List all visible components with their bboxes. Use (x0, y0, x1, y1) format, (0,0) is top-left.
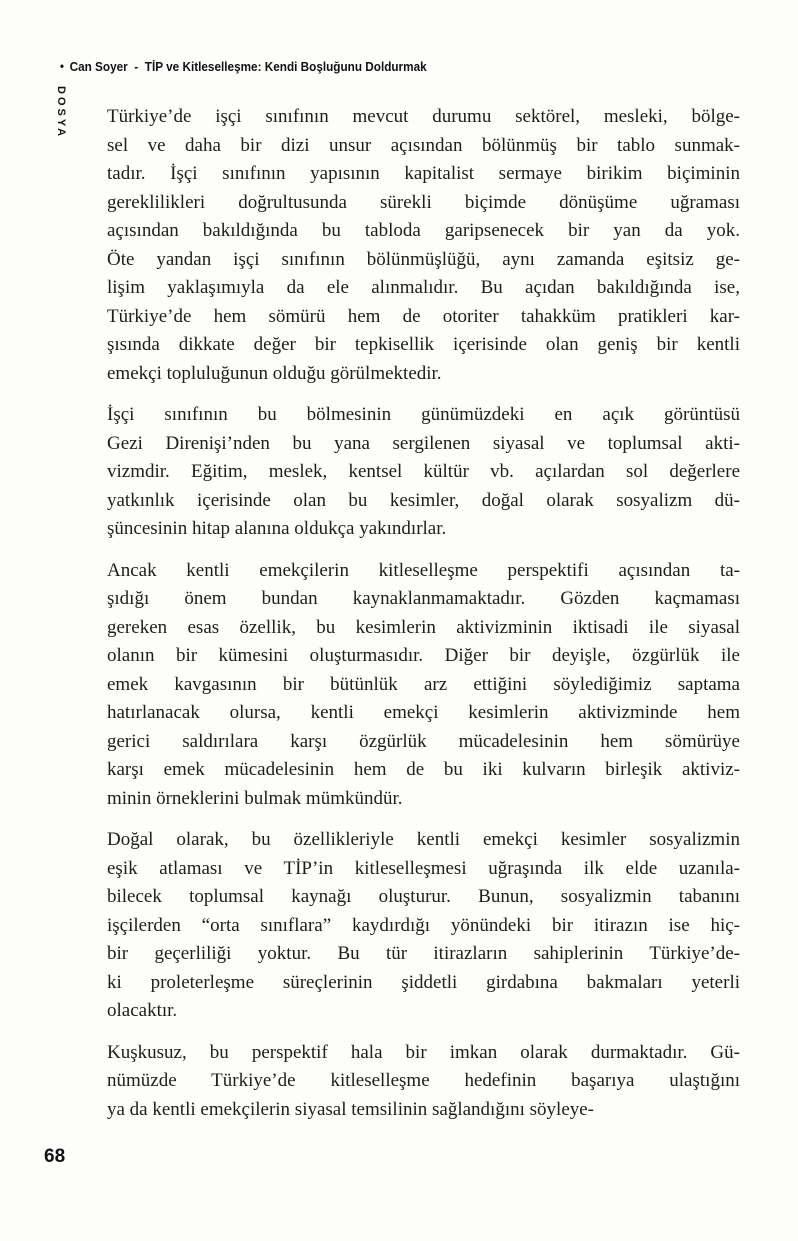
text-line: Doğal olarak, bu özellikleriyle kentli emekçi kesimler sosyalizmin (107, 829, 740, 850)
text-line: şısında dikkate değer bir tepkisellik içerisinde olan geniş bir kentli (107, 334, 740, 355)
text-line: gereklilikleri doğrultusunda sürekli biçimde dönüşüme uğraması (107, 191, 740, 213)
text-line: olacaktır. (107, 1000, 178, 1021)
text-line: Türkiye’de hem sömürü hem de otoriter tahakküm pratikleri kar- (107, 305, 740, 327)
paragraph (107, 401, 740, 544)
text-line: karşı emek mücadelesinin hem de bu iki kulvarın birleşik aktiviz- (107, 759, 740, 780)
text-line: işçilerden “orta sınıflara” kaydırdığı yönündeki bir itirazın ise hiç- (107, 914, 740, 936)
text-line: İşçi sınıfının bu bölmesinin günümüzdeki en açık görüntüsü (107, 404, 740, 425)
text-line: ya da kentli emekçilerin siyasal temsilinin sağlandığını söyleye- (107, 1098, 595, 1120)
text-line: Kuşkusuz, bu perspektif hala bir imkan olarak durmaktadır. Gü- (107, 1041, 740, 1063)
bullet-icon: • (60, 59, 64, 73)
paragraph (107, 557, 740, 814)
paragraph (107, 1039, 740, 1125)
header-title: TİP ve Kitleselleşme: Kendi Boşluğunu Doldurmak (144, 60, 427, 74)
text-line: ki proleterleşme süreçlerinin şiddetli girdabına bakmaları yeterli (107, 971, 740, 993)
running-header (60, 60, 427, 74)
text-line: gerici saldırılara karşı özgürlük mücadelesinin hem sömürüye (107, 730, 740, 752)
text-line: Gezi Direnişi’nden bu yana sergilenen siyasal ve toplumsal akti- (107, 432, 740, 454)
text-line: Öte yandan işçi sınıfının bölünmüşlüğü, aynı zamanda eşitsiz ge- (107, 248, 740, 270)
text-line: Türkiye’de işçi sınıfının mevcut durumu sektörel, mesleki, bölge- (107, 106, 740, 127)
text-line: bir geçerliliği yoktur. Bu tür itirazların sahiplerinin Türkiye’de- (107, 943, 740, 964)
text-line: hatırlanacak olursa, kentli emekçi kesimlerin aktivizminde hem (107, 702, 740, 723)
header-author: Can Soyer (69, 60, 128, 74)
section-label-vertical: DOSYA (55, 86, 67, 140)
text-line: bilecek toplumsal kaynağı oluşturur. Bunun, sosyalizmin tabanını (107, 886, 740, 907)
text-line: sel ve daha bir dizi unsur açısından bölünmüş bir tablo sunmak- (107, 134, 740, 156)
text-line: vizmdir. Eğitim, meslek, kentsel kültür vb. açılardan sol değerlere (107, 461, 740, 482)
paragraph (107, 103, 740, 388)
text-line: şıdığı önem bundan kaynaklanmamaktadır. Gözden kaçmaması (107, 588, 740, 609)
page-number: 68 (44, 1146, 66, 1167)
text-line: eşik atlaması ve TİP’in kitleselleşmesi uğraşında ilk elde uzanıla- (107, 857, 740, 879)
text-line: minin örneklerini bulmak mümkündür. (107, 787, 403, 809)
text-line: Ancak kentli emekçilerin kitleselleşme perspektifi açısından ta- (107, 559, 740, 581)
text-line: yatkınlık içerisinde olan bu kesimler, doğal olarak sosyalizm dü- (107, 489, 740, 511)
text-line: tadır. İşçi sınıfının yapısının kapitalist sermaye birikim biçiminin (107, 163, 740, 184)
text-line: lişim yaklaşımıyla da ele alınmalıdır. Bu açıdan bakıldığında ise, (107, 277, 740, 298)
text-line: emek kavgasının bir bütünlük arz ettiğini söylediğimiz saptama (107, 673, 740, 695)
paragraph (107, 826, 740, 1026)
header-separator: - (134, 60, 139, 74)
text-line: nümüzde Türkiye’de kitleselleşme hedefinin başarıya ulaştığını (107, 1070, 740, 1091)
text-line: şüncesinin hitap alanına oldukça yakındırlar. (107, 518, 447, 539)
text-line: olanın bir kümesini oluşturmasıdır. Diğer bir deyişle, özgürlük ile (107, 645, 740, 666)
text-line: gereken esas özellik, bu kesimlerin aktivizminin iktisadi ile siyasal (107, 616, 740, 638)
text-line: emekçi topluluğunun olduğu görülmektedir. (107, 362, 442, 384)
body-text (107, 103, 740, 1137)
text-line: açısından bakıldığında bu tabloda garipsenecek bir yan da yok. (107, 220, 740, 241)
